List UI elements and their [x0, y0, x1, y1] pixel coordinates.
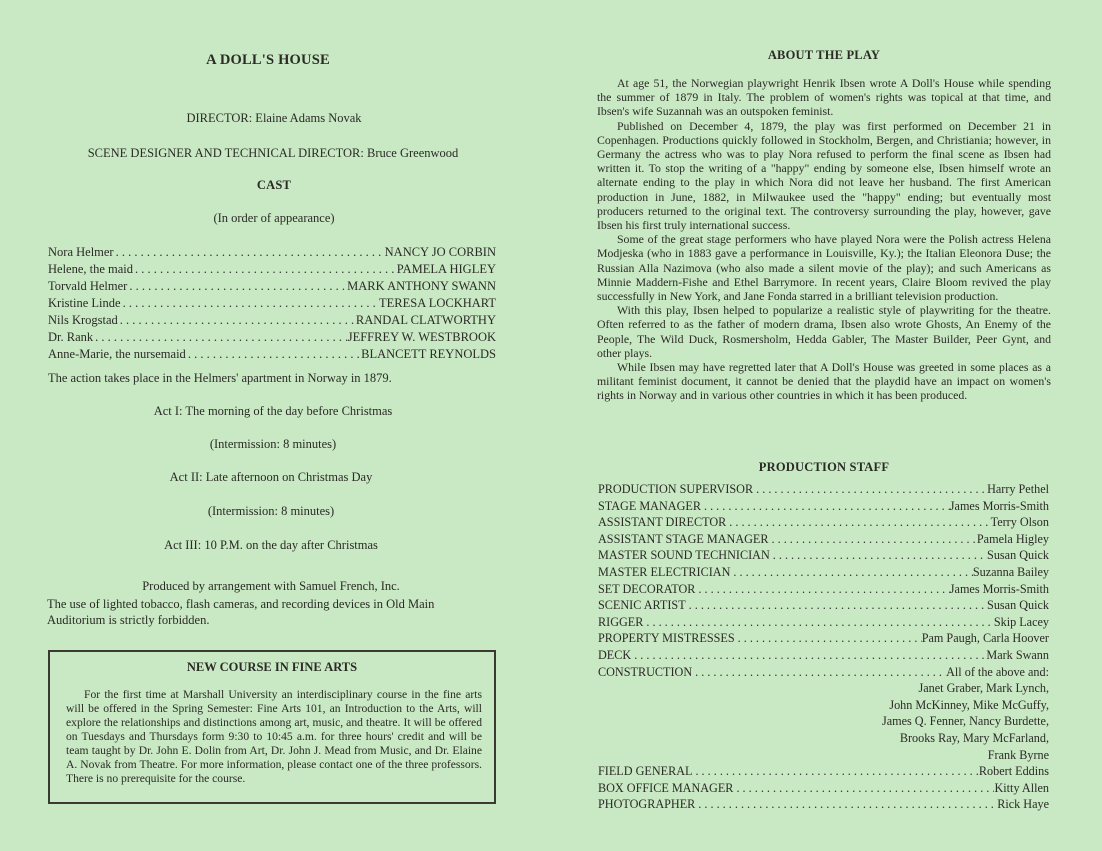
crew-line: James Q. Fenner, Nancy Burdette,: [881, 714, 1049, 729]
about-paragraph: Some of the great stage performers who have played Nora were the Polish actress Helena Modjeska (who in 1883 gave a performance in Louisville, Ky.); the Italian Eleonora Duse; the Russian Alla Nazimova (who also made a silent movie of the play); and such Americans as Minnie Maddern-Fishe and Ethel Barrymore. In recent years, Claire Bloom revived the play successfully in New York, and Jane Fonda starred in a brilliant television production.: [597, 232, 1051, 304]
leader-dots: [769, 531, 977, 548]
director-line: DIRECTOR: Elaine Adams Novak: [186, 111, 362, 125]
staff-person: James Morris-Smith: [949, 581, 1049, 596]
staff-role: DECK: [598, 647, 632, 662]
staff-person: Robert Eddins: [978, 764, 1049, 779]
cast-role: Anne-Marie, the nursemaid: [48, 347, 186, 361]
act-two: Act II: Late afternoon on Christmas Day: [169, 470, 373, 484]
leader-dots: [770, 547, 987, 564]
staff-person: Pamela Higley: [976, 531, 1049, 546]
staff-role: MASTER SOUND TECHNICIAN: [598, 548, 770, 563]
leader-dots: [753, 481, 987, 498]
staff-person: Susan Quick: [987, 598, 1049, 613]
staff-row: [598, 597, 1049, 614]
staff-heading: PRODUCTION STAFF: [758, 460, 890, 474]
about-heading: ABOUT THE PLAY: [767, 48, 881, 62]
staff-row: [598, 564, 1049, 581]
leader-dots: [186, 346, 361, 363]
cast-row: [48, 244, 496, 261]
cast-actor: RANDAL CLATWORTHY: [355, 313, 496, 327]
staff-row: [598, 481, 1049, 498]
leader-dots: [733, 780, 994, 797]
leader-dots: [726, 514, 990, 531]
staff-role: STAGE MANAGER: [598, 498, 701, 513]
staff-row: [598, 647, 1049, 664]
produced-line: Produced by arrangement with Samuel French, Inc.: [142, 579, 400, 593]
cast-actor: MARK ANTHONY SWANN: [347, 279, 496, 293]
staff-person: James Morris-Smith: [949, 498, 1049, 513]
cast-list: [48, 244, 496, 363]
cast-row: [48, 346, 496, 363]
notice-line: The use of lighted tobacco, flash cameras, and recording devices in Old Main: [47, 597, 435, 611]
staff-role: SET DECORATOR: [598, 581, 696, 596]
staff-row: [598, 498, 1049, 515]
leader-dots: [730, 564, 972, 581]
box-paragraph: For the first time at Marshall University an interdisciplinary course in the fine arts will be offered in the Spring Semester: Fine Arts 101, an Introduction to the Arts, will explore the relationships and distinctions among art, music, and theatre. It will be offered on Tuesdays and Thursdays form 9:30 to 10:45 a.m. for three hours' credit and will be team taught by Dr. John E. Dolin from Art, Dr. John J. Mead from Music, and Dr. Elaine A. Novak from Theatre. For more information, please contact one of the three professors. There is no prerequisite for the course.: [66, 688, 482, 785]
cast-role: Helene, the maid: [48, 262, 134, 276]
staff-role: ASSISTANT STAGE MANAGER: [598, 531, 769, 546]
construction-crew: [598, 680, 1049, 763]
box-title: NEW COURSE IN FINE ARTS: [186, 660, 358, 674]
about-paragraph: While Ibsen may have regretted later that A Doll's House was greeted in some places as a militant feminist document, it cannot be denied that the playdid have an impact on women's rights in Norway and in various other countries in which it has been produced.: [597, 360, 1051, 403]
staff-role: SCENIC ARTIST: [598, 598, 686, 613]
staff-person: Rick Haye: [997, 797, 1049, 812]
staff-row: [598, 796, 1049, 813]
staff-role: ASSISTANT DIRECTOR: [598, 515, 727, 530]
leader-dots: [643, 614, 993, 631]
cast-actor: JEFFREY W. WESTBROOK: [347, 330, 496, 344]
act-one: Act I: The morning of the day before Christmas: [153, 404, 393, 418]
staff-row: [598, 547, 1049, 564]
about-text: [597, 76, 1051, 403]
cast-actor: PAMELA HIGLEY: [396, 262, 496, 276]
crew-line: Frank Byrne: [987, 747, 1049, 762]
designer-line: SCENE DESIGNER AND TECHNICAL DIRECTOR: Bruce Greenwood: [87, 146, 459, 160]
setting-line: The action takes place in the Helmers' apartment in Norway in 1879.: [48, 371, 392, 385]
leader-dots: [631, 647, 986, 664]
staff-row: [598, 763, 1049, 780]
intermission-two: (Intermission: 8 minutes): [207, 504, 335, 518]
about-paragraph: Published on December 4, 1879, the play was first performed on December 21 in Copenhagen. Productions quickly followed in Stockholm, Bergen, and Christiania; however, in Germany the actress who was to play Nora refused to perform the final scene as Ibsen had written it. To stop the writing of a "happy" ending by someone else, Ibsen himself wrote an alternate ending to the play in which Nora did not leave her husband. The first American production in June, 1882, in Milwaukee used the "happy" ending; but eventually most producers returned to the original text. The controversy surrounding the play, however, gave Ibsen his first truly international success.: [597, 118, 1051, 233]
fine-arts-course-box: [48, 650, 496, 804]
staff-person: Skip Lacey: [993, 614, 1049, 629]
staff-row: [598, 780, 1049, 797]
staff-role: CONSTRUCTION: [598, 664, 693, 679]
cast-row: [48, 295, 496, 312]
act-three: Act III: 10 P.M. on the day after Christmas: [164, 538, 378, 552]
leader-dots: [118, 312, 356, 329]
cast-heading: CAST: [256, 178, 292, 192]
staff-person: Susan Quick: [987, 548, 1049, 563]
play-title: A DOLL'S HOUSE: [206, 52, 330, 68]
cast-row: [48, 261, 496, 278]
staff-row: [598, 514, 1049, 531]
staff-row: [598, 630, 1049, 647]
leader-dots: [692, 763, 978, 780]
cast-row: [48, 278, 496, 295]
staff-role: RIGGER: [598, 614, 644, 629]
staff-role: MASTER ELECTRICIAN: [598, 564, 731, 579]
cast-note: (In order of appearance): [213, 211, 335, 225]
staff-list: [598, 481, 1049, 813]
staff-role: FIELD GENERAL: [598, 764, 693, 779]
staff-person: Pam Paugh, Carla Hoover: [921, 631, 1049, 646]
cast-row: [48, 312, 496, 329]
leader-dots: [133, 261, 397, 278]
staff-role: PHOTOGRAPHER: [598, 797, 696, 812]
intermission-one: (Intermission: 8 minutes): [209, 437, 337, 451]
crew-line: Janet Graber, Mark Lynch,: [918, 681, 1049, 696]
leader-dots: [121, 295, 379, 312]
staff-person: Suzanna Bailey: [972, 564, 1049, 579]
cast-role: Nora Helmer: [48, 245, 114, 259]
leader-dots: [735, 630, 922, 647]
staff-row: [598, 581, 1049, 598]
cast-role: Kristine Linde: [48, 296, 121, 310]
box-text: [66, 688, 482, 786]
about-paragraph: At age 51, the Norwegian playwright Henrik Ibsen wrote A Doll's House while spending the summer of 1879 in Italy. The problem of women's rights was topical at that time, and Ibsen's wife Suzannah was an outspoken feminist.: [597, 76, 1051, 119]
about-paragraph: With this play, Ibsen helped to popularize a realistic style of playwriting for the theatre. Often referred to as the father of modern drama, Ibsen also wrote Ghosts, An Enemy of the People, The Wild Duck, Rosmersholm, Hedda Gabler, The Master Builder, Peer Gynt, and other plays.: [597, 303, 1051, 360]
leader-dots: [686, 597, 987, 614]
crew-line: Brooks Ray, Mary McFarland,: [899, 730, 1049, 745]
cast-role: Dr. Rank: [48, 330, 94, 344]
staff-role: PROPERTY MISTRESSES: [598, 631, 735, 646]
leader-dots: [114, 244, 385, 261]
staff-person: Kitty Allen: [994, 780, 1049, 795]
staff-person: Harry Pethel: [987, 482, 1049, 496]
cast-actor: NANCY JO CORBIN: [384, 245, 496, 259]
leader-dots: [692, 664, 946, 681]
staff-row: [598, 614, 1049, 631]
right-page: [551, 0, 1102, 851]
leader-dots: [695, 581, 949, 598]
cast-actor: TERESA LOCKHART: [379, 296, 496, 310]
cast-row: [48, 329, 496, 346]
staff-role: BOX OFFICE MANAGER: [598, 780, 734, 795]
staff-role: PRODUCTION SUPERVISOR: [598, 482, 754, 496]
cast-role: Nils Krogstad: [48, 313, 118, 327]
staff-person: Mark Swann: [986, 647, 1049, 662]
leader-dots: [93, 329, 348, 346]
leader-dots: [127, 278, 347, 295]
leader-dots: [695, 796, 997, 813]
staff-person: All of the above and:: [946, 664, 1049, 679]
crew-line: John McKinney, Mike McGuffy,: [889, 697, 1049, 712]
notice-line: Auditorium is strictly forbidden.: [47, 613, 210, 627]
cast-actor: BLANCETT REYNOLDS: [361, 347, 496, 361]
cast-role: Torvald Helmer: [48, 279, 128, 293]
leader-dots: [701, 498, 950, 515]
staff-row: [598, 664, 1049, 681]
staff-person: Terry Olson: [990, 515, 1049, 530]
staff-row: [598, 531, 1049, 548]
